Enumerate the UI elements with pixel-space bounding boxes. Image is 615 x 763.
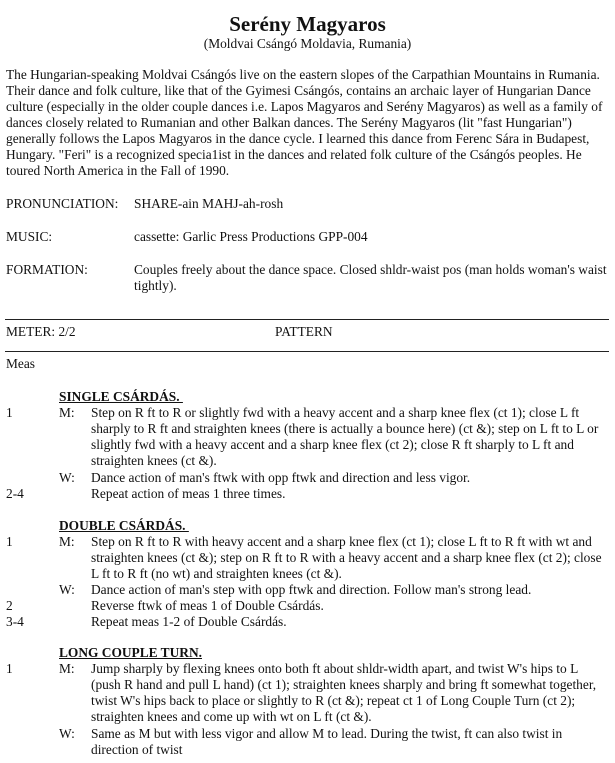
section-title: LONG COUPLE TURN. bbox=[59, 645, 202, 660]
intro-paragraph: The Hungarian-speaking Moldvai Csángós live on the eastern slopes of the Carpathian Mountains in Rumania. Their dance and folk culture, like that of the Gyimesi Csángós, contains an archaic layer of Hungarian Dance culture (especially in the older couple dances i.e. Lapos Magyaros and Serény Magyaros) as well as a family of dances closely related to Rumanian and other Balkan dances. The Serény Magyaros (lit "fast Hungarian") generally follows the Lapos Magyaros in the dance cycle. I learned this dance from Ferenc Sára in Budapest, Hungary. "Feri" is a recognized specia1ist in the dances and related folk culture of the Csángós peoples. He toured North America in the Fall of 1990. bbox=[6, 67, 603, 178]
step-description: Dance action of man's step with opp ftwk and direction. Follow man's strong lead. bbox=[91, 582, 532, 597]
info-label: FORMATION: bbox=[6, 262, 88, 277]
role-label: W: bbox=[59, 470, 75, 485]
step-description: Repeat meas 1-2 of Double Csárdás. bbox=[91, 614, 287, 629]
step-description: Dance action of man's ftwk with opp ftwk and direction and less vigor. bbox=[91, 470, 471, 485]
step-description: Repeat action of meas 1 three times. bbox=[91, 486, 286, 501]
dance-origin: (Moldvai Csángó Moldavia, Rumania) bbox=[203, 36, 412, 51]
info-label: MUSIC: bbox=[6, 229, 53, 244]
pattern-label: PATTERN bbox=[275, 324, 333, 339]
meas-number: 2-4 bbox=[6, 486, 24, 501]
info-value: cassette: Garlic Press Productions GPP-004 bbox=[134, 229, 368, 244]
step-description: Reverse ftwk of meas 1 of Double Csárdás. bbox=[91, 598, 324, 613]
meas-number: 1 bbox=[6, 405, 13, 420]
role-label: M: bbox=[59, 661, 75, 676]
section-title: SINGLE CSÁRDÁS. bbox=[59, 389, 183, 404]
meas-number: 1 bbox=[6, 661, 13, 676]
step-description: Same as M but with less vigor and allow M to lead. During the twist, ft can also twist in direction of twist bbox=[91, 726, 563, 757]
section-title: DOUBLE CSÁRDÁS. bbox=[59, 518, 189, 533]
meas-column-header: Meas bbox=[6, 356, 36, 371]
role-label: M: bbox=[59, 405, 75, 420]
role-label: M: bbox=[59, 534, 75, 549]
meter-label: METER: 2/2 bbox=[6, 324, 76, 339]
step-description: Step on R ft to R or slightly fwd with a heavy accent and a sharp knee flex (ct 1); close L ft sharply to R ft and straighten knees (there is actually a bounce here) (ct &); step on L ft to L or slightly fwd with a heavy accent and a sharp knee flex (ct 2); close R ft sharply to L ft and straighten knees (ct &). bbox=[91, 405, 599, 468]
top-rule bbox=[5, 319, 609, 320]
info-label: PRONUNCIATION: bbox=[6, 196, 119, 211]
bottom-rule bbox=[5, 351, 609, 352]
dance-title: Serény Magyaros bbox=[229, 12, 386, 36]
meas-number: 3-4 bbox=[6, 614, 24, 629]
step-description: Step on R ft to R with heavy accent and a sharp knee flex (ct 1); close L ft to R ft with wt and straighten knees (ct &); step on R ft to R with a heavy accent and a sharp knee flex (ct 2); close L ft to R ft (no wt) and straighten knees (ct &). bbox=[91, 534, 602, 581]
step-description: Jump sharply by flexing knees onto both ft about shldr-width apart, and twist W's hips to L (push R hand and pull L hand) (ct 1); straighten knees sharply and bring ft somewhat together, twist W's hips back to place or slightly to R (ct &); repeat ct 1 of Long Couple Turn (ct 2); straighten knees and come up with wt on L ft (ct &). bbox=[91, 661, 597, 724]
meas-number: 1 bbox=[6, 534, 13, 549]
info-value: SHARE-ain MAHJ-ah-rosh bbox=[134, 196, 284, 211]
role-label: W: bbox=[59, 726, 75, 741]
meas-number: 2 bbox=[6, 598, 13, 613]
info-value: Couples freely about the dance space. Closed shldr-waist pos (man holds woman's waist tightly). bbox=[134, 262, 607, 293]
role-label: W: bbox=[59, 582, 75, 597]
